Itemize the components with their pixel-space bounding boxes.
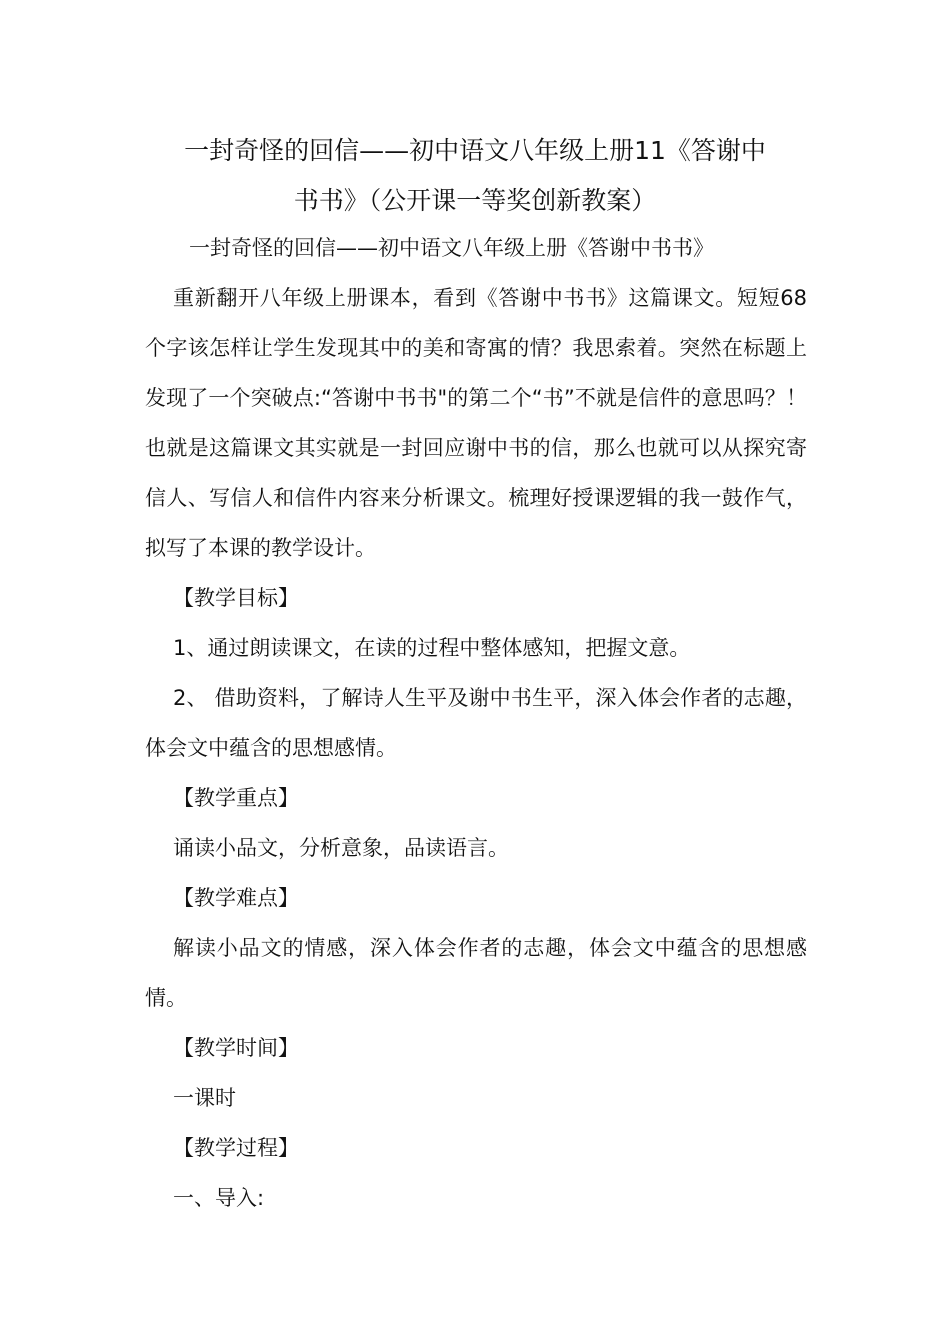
section-heading-process: 【教学过程】	[173, 1136, 299, 1160]
section-heading-time: 【教学时间】	[173, 1036, 299, 1060]
document-title-line-2: 书书》（公开课一等奖创新教案）	[293, 186, 657, 215]
difficulties-text: 解读小品文的情感，深入体会作者的志趣，体会文中蕴含的思想感情。	[145, 936, 807, 1010]
goal-item-2: 2、 借助资料，了解诗人生平及谢中书生平，深入体会作者的志趣，体会文中蕴含的思想感情。	[145, 686, 807, 760]
intro-paragraph: 重新翻开八年级上册课本，看到《答谢中书书》这篇课文。短短68个字该怎样让学生发现其中的美和寄寓的情？我思索着。突然在标题上发现了一个突破点:“答谢中书书"的第二个“书”不就是信件的意思吗？！也就是这篇课文其实就是一封回应谢中书的信，那么也就可以从探究寄信人、写信人和信件内容来分析课文。梳理好授课逻辑的我一鼓作气，拟写了本课的教学设计。	[145, 286, 807, 560]
document-body	[145, 223, 807, 1223]
document-subtitle: 一封奇怪的回信——初中语文八年级上册《答谢中书书》	[189, 236, 714, 260]
key-points-text: 诵读小品文，分析意象，品读语言。	[173, 836, 509, 860]
goal-item-1: 1、通过朗读课文，在读的过程中整体感知，把握文意。	[173, 636, 691, 660]
section-heading-difficulties: 【教学难点】	[173, 886, 299, 910]
document-title-line-1: 一封奇怪的回信——初中语文八年级上册11《答谢中	[184, 136, 766, 165]
time-text: 一课时	[173, 1086, 236, 1110]
section-heading-goals: 【教学目标】	[173, 586, 299, 610]
section-heading-key-points: 【教学重点】	[173, 786, 299, 810]
process-step-1: 一、导入:	[173, 1186, 265, 1210]
